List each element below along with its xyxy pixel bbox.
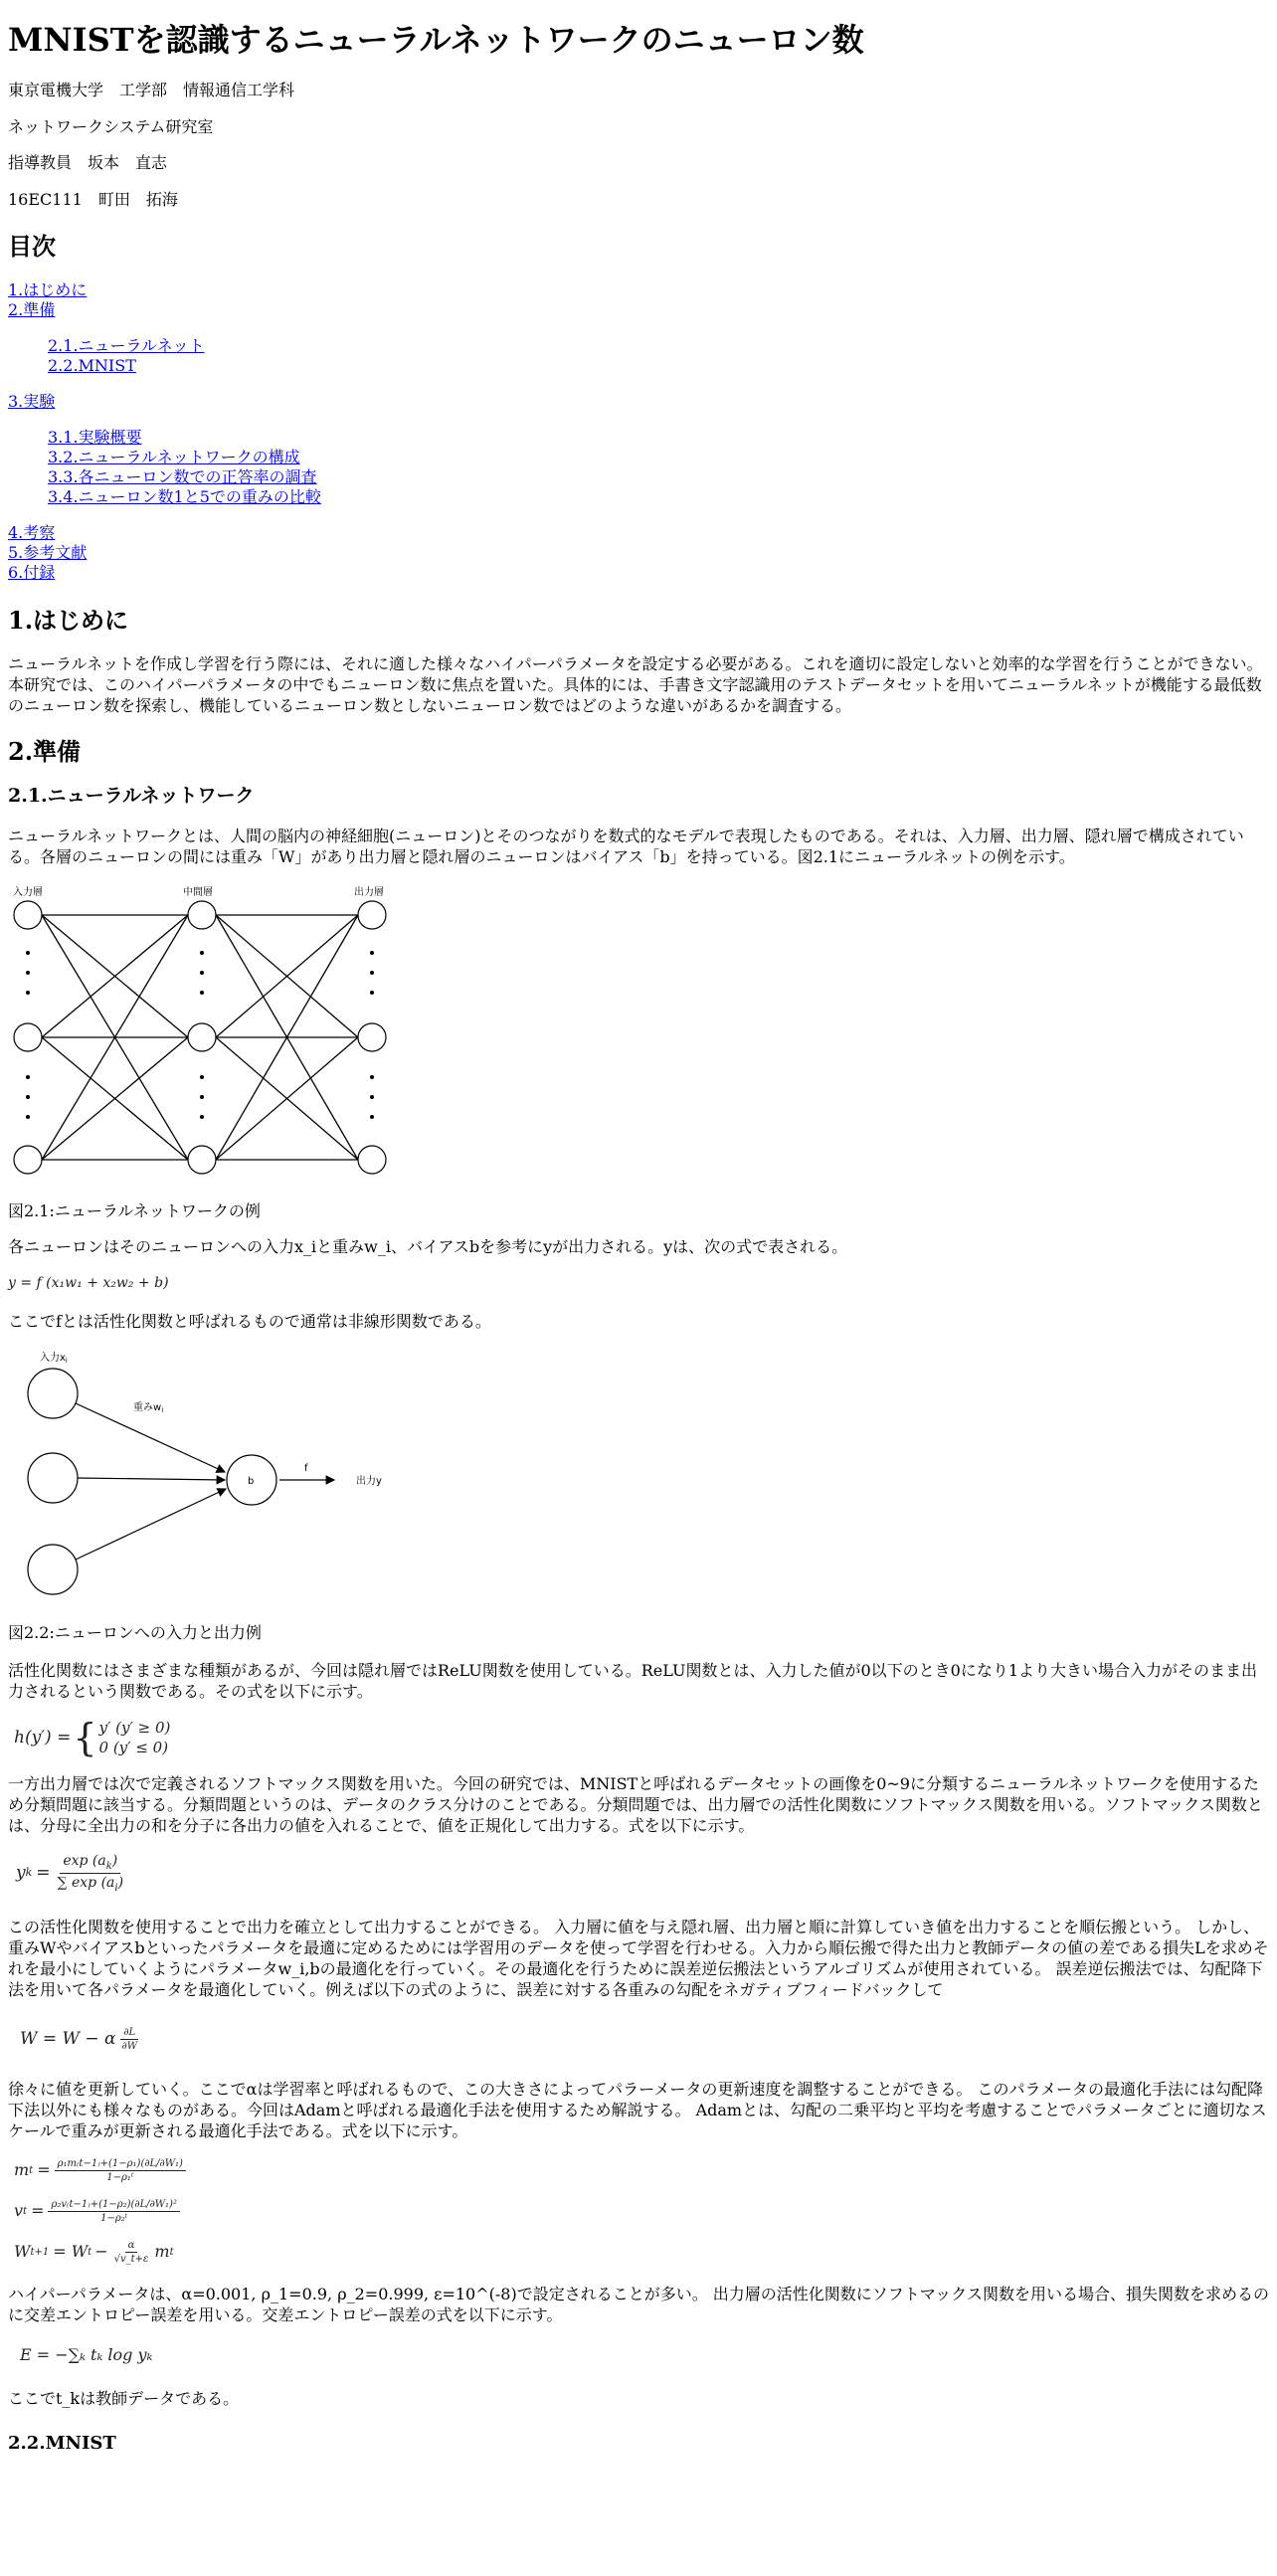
network-node: [358, 1023, 386, 1051]
ellipsis-dot: [370, 971, 374, 975]
section-prep-heading: 2.準備: [8, 737, 82, 767]
teacher-data-paragraph: ここでt_kは教師データである。: [8, 2389, 240, 2409]
ellipsis-dot: [26, 1075, 30, 1079]
ellipsis-dot: [200, 1095, 204, 1099]
toc-link-mnist[interactable]: 2.2.MNIST: [48, 355, 136, 375]
ellipsis-dot: [200, 951, 204, 955]
equation-adam-m: m t = $\frac{\text{ρ₁m₍t−1₎+(1−ρ₁)(∂L/∂W₁)}}{\text{1−ρ₁ᵗ}}$: [14, 2157, 1269, 2184]
ellipsis-dot: [370, 1075, 374, 1079]
edge-arrow-3: [76, 1489, 226, 1560]
relu-case-positive: y′ (y′ ≥ 0): [98, 1718, 171, 1737]
section-intro-heading: 1.はじめに: [8, 605, 129, 635]
activation-f-label: f: [304, 1463, 308, 1475]
neural-net-paragraph-1: ニューラルネットワークとは、人間の脳内の神経細胞(ニューロン)とそのつながりを数式的なモデルで表現したものである。それは、入力層、出力層、隠れ層で構成されている。各層のニューロンの間には重み「W」があり出力層と隠れ層のニューロンはバイアス「b」を持っている。図2.1にニューラルネットの例を示す。: [8, 826, 1244, 866]
neuron-io-diagram: [8, 1349, 396, 1609]
relu-case-zero: 0 (y′ ≤ 0): [98, 1738, 169, 1756]
toc-link-experiment[interactable]: 3.実験: [8, 391, 56, 411]
ellipsis-dot: [26, 951, 30, 955]
equation-relu: h(y′) = { y′ (y′ ≥ 0) 0 (y′ ≤ 0): [14, 1715, 171, 1759]
ellipsis-dot: [200, 991, 204, 995]
output-layer-label: 出力層: [354, 886, 384, 898]
network-node: [188, 1023, 216, 1051]
equation-neuron-output: y = f (x₁w₁ + x₂w₂ + b): [8, 1275, 169, 1292]
relu-paragraph: 活性化関数にはさまざまな種類があるが、今回は隠れ層ではReLU関数を使用している。ReLU関数とは、入力した値が0以下のとき0になり1より大きい場合入力がそのまま出力されるという関数である。その式を以下に示す。: [8, 1660, 1258, 1701]
affiliation-advisor: 指導教員 坂本 直志: [8, 153, 168, 173]
hidden-layer-label: 中間層: [183, 886, 213, 898]
network-node: [358, 1146, 386, 1174]
equation-gradient-descent: W = W − α $\frac{\partial L}{\partial W}$: [20, 2026, 137, 2052]
backprop-paragraph: この活性化関数を使用することで出力を確立として出力することができる。 入力層に値を与え隠れ層、出力層と順に計算していき値を出力することを順伝搬という。 しかし、重みWやバイアスbといったパラメータを最適に定めるためには学習用のデータを使って学習を行わせる。入力から順伝搬で得た出力と教師データの値の差である損失Lを求めそれを最小にしていくようにパラメータw_i,bの最適化を行っていく。その最適化を行うために誤差逆伝搬法というアルゴリズムが使用されている。 誤差逆伝搬法では、勾配降下法を用いて各パラメータを最適化していく。例えば以下の式のように、誤差に対する各重みの勾配をネガティブフィードバックして: [8, 1917, 1269, 1999]
toc-link-neural-net[interactable]: 2.1.ニューラルネット: [48, 335, 205, 355]
network-node: [188, 901, 216, 929]
equation-cross-entropy: E = −∑ₖ tₖ log yₖ: [20, 2344, 153, 2364]
ellipsis-dot: [26, 1115, 30, 1119]
ellipsis-dot: [200, 971, 204, 975]
neuron-bias-label: b: [248, 1476, 255, 1488]
network-node: [188, 1146, 216, 1174]
input-node-1: [28, 1369, 78, 1418]
adam-paragraph: 徐々に値を更新していく。ここでαは学習率と呼ばれるもので、この大きさによってパラーメータの更新速度を調整することができる。 このパラメータの最適化手法には勾配降下法以外にも様々なものがある。今回はAdamと呼ばれる最適化手法を使用するため解説する。 Adamとは、勾配の二乗平均と平均を考慮することでパラメータごとに適切なスケールで重みが更新される最適化手法である。式を以下に示す。: [8, 2079, 1267, 2140]
toc-sublist-prep: [48, 336, 1269, 376]
output-label: 出力y: [356, 1476, 382, 1488]
neural-net-paragraph-3: ここでfとは活性化関数と呼ばれるもので通常は非線形関数である。: [8, 1312, 491, 1332]
network-node: [14, 1023, 42, 1051]
equation-softmax: y k = $\frac{\exp (a_k)}{\sum \exp (a_i)}$: [16, 1852, 124, 1894]
ellipsis-dot: [370, 951, 374, 955]
toc-link-exp-accuracy[interactable]: 3.3.各ニューロン数での正答率の調査: [48, 466, 317, 486]
equation-adam-w: W t+1 = W t − $\frac{\alpha}{√v\_t+\varepsilon}$ m t: [14, 2239, 174, 2265]
neural-network-diagram: [8, 883, 396, 1188]
edge-arrow-1: [76, 1403, 225, 1472]
relu-lhs: h(y′) =: [14, 1727, 72, 1748]
ellipsis-dot: [26, 971, 30, 975]
network-node: [14, 1146, 42, 1174]
hyperparameter-paragraph: ハイパーパラメータは、α=0.001, ρ_1=0.9, ρ_2=0.999, ε=10^(-8)で設定されることが多い。 出力層の活性化関数にソフトマックス関数を用いる場合、損失関数を求めるのに交差エントロピー誤差を用いる。交差エントロピー誤差の式を以下に示す。: [8, 2284, 1269, 2324]
toc-link-intro[interactable]: 1.はじめに: [8, 279, 88, 299]
toc-heading: 目次: [8, 231, 56, 261]
weight-label: 重み$w_i$: [133, 1402, 164, 1415]
ellipsis-dot: [370, 991, 374, 995]
subsection-neural-net-heading: 2.1.ニューラルネットワーク: [8, 784, 255, 807]
network-node: [358, 901, 386, 929]
equation-adam-v: v t = $\frac{\text{ρ₂v₍t−1₎+(1−ρ₂)(∂L/∂W₁)²}}{\text{1−ρ₂ᵗ}}$: [14, 2198, 1269, 2225]
affiliation-lab: ネットワークシステム研究室: [8, 116, 214, 136]
ellipsis-dot: [370, 1095, 374, 1099]
toc-link-exp-weights[interactable]: 3.4.ニューロン数1と5での重みの比較: [48, 486, 321, 506]
toc-sublist-experiment: [48, 428, 1269, 507]
document-title: MNISTを認識するニューラルネットワークのニューロン数: [8, 21, 864, 59]
toc-link-discussion[interactable]: 4.考察: [8, 522, 56, 542]
affiliation-department: 東京電機大学 工学部 情報通信工学科: [8, 80, 295, 99]
input-node-3: [28, 1545, 78, 1594]
toc-link-appendix[interactable]: 6.付録: [8, 562, 56, 582]
subsection-mnist-heading: 2.2.MNIST: [8, 2433, 116, 2455]
ellipsis-dot: [370, 1115, 374, 1119]
ellipsis-dot: [200, 1075, 204, 1079]
edge-arrow-2: [78, 1478, 225, 1480]
toc-link-exp-structure[interactable]: 3.2.ニューラルネットワークの構成: [48, 447, 300, 466]
table-of-contents: [8, 280, 1269, 583]
input-label: 入力$x_i$: [40, 1353, 68, 1366]
input-node-2: [28, 1453, 78, 1503]
figure-2-1-caption: 図2.1:ニューラルネットワークの例: [8, 1200, 261, 1220]
neural-net-paragraph-2: 各ニューロンはそのニューロンへの入力x_iと重みw_i、バイアスbを参考にyが出力される。yは、次の式で表される。: [8, 1237, 848, 1257]
ellipsis-dot: [200, 1115, 204, 1119]
affiliation-author: 16EC111 町田 拓海: [8, 190, 178, 210]
figure-2-2-caption: 図2.2:ニューロンへの入力と出力例: [8, 1623, 262, 1643]
toc-link-exp-overview[interactable]: 3.1.実験概要: [48, 427, 142, 447]
ellipsis-dot: [26, 1095, 30, 1099]
input-layer-label: 入力層: [13, 886, 43, 898]
ellipsis-dot: [26, 991, 30, 995]
softmax-paragraph: 一方出力層では次で定義されるソフトマックス関数を用いた。今回の研究では、MNISTと呼ばれるデータセットの画像を0~9に分類するニューラルネットワークを使用するため分類問題に該当する。分類問題というのは、データのクラス分けのことである。分類問題では、出力層での活性化関数にソフトマックス関数を用いる。ソフトマックス関数とは、分母に全出力の和を分子に各出力の値を入れることで、値を正規化して出力する。式を以下に示す。: [8, 1773, 1263, 1835]
network-node: [14, 901, 42, 929]
toc-link-references[interactable]: 5.参考文献: [8, 542, 88, 562]
toc-link-prep[interactable]: 2.準備: [8, 299, 56, 319]
document-page: [0, 22, 1277, 2455]
section-intro-body: ニューラルネットを作成し学習を行う際には、それに適した様々なハイパーパラメータを設定する必要がある。これを適切に設定しないと効率的な学習を行うことができない。本研究では、このハイパーパラメータの中でもニューロン数に焦点を置いた。具体的には、手書き文字認識用のテストデータセットを用いてニューラルネットが機能する最低数のニューロン数を探索し、機能しているニューロン数としないニューロン数ではどのような違いがあるかを調査する。: [8, 654, 1263, 716]
